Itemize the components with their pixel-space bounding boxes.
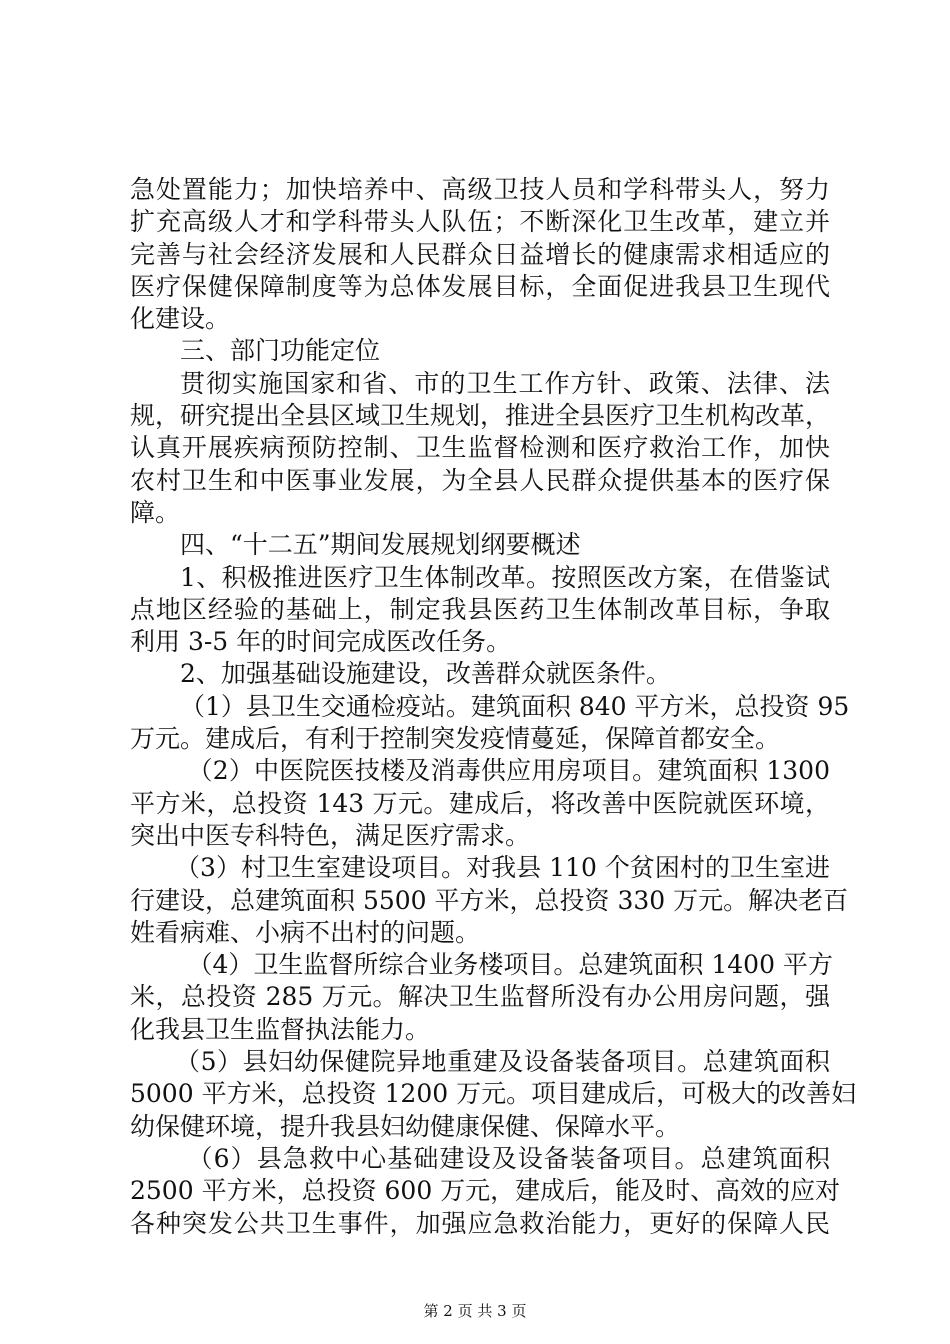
text-line: 突出中医专科特色，满足医疗需求。: [130, 820, 531, 850]
text-line: （4）卫生监督所综合业务楼项目。总建筑面积 1400 平方: [187, 950, 833, 980]
text-line: 2500 平方米，总投资 600 万元，建成后，能及时、高效的应对: [130, 1176, 841, 1206]
text-line: 贯彻实施国家和省、市的卫生工作方针、政策、法律、法: [180, 368, 830, 398]
text-line: 三、部门功能定位: [180, 336, 381, 366]
text-line: （5）县妇幼保健院异地重建及设备装备项目。总建筑面积: [175, 1047, 830, 1077]
text-line: 农村卫生和中医事业发展，为全县人民群众提供基本的医疗保: [130, 465, 830, 495]
text-line: 化我县卫生监督执法能力。: [130, 1014, 431, 1044]
text-line: 行建设，总建筑面积 5500 平方米，总投资 330 万元。解决老百: [130, 885, 849, 915]
text-line: 障。: [130, 497, 181, 527]
text-line: 米，总投资 285 万元。解决卫生监督所没有办公用房问题，强: [130, 982, 830, 1012]
text-line: 利用 3-5 年的时间完成医改任务。: [130, 627, 512, 657]
text-line: 四、“十二五”期间发展规划纲要概述: [180, 530, 581, 560]
text-line: 万元。建成后，有利于控制突发疫情蔓延，保障首都安全。: [130, 724, 781, 754]
text-line: 认真开展疾病预防控制、卫生监督检测和医疗救治工作，加快: [130, 433, 830, 463]
text-line: 规，研究提出全县区域卫生规划，推进全县医疗卫生机构改革，: [130, 401, 831, 431]
page-footer: 第 2 页 共 3 页: [423, 1302, 527, 1320]
text-line: （3）村卫生室建设项目。对我县 110 个贫困村的卫生室进: [175, 853, 830, 883]
body-text: [130, 174, 857, 1240]
text-line: 平方米，总投资 143 万元。建成后，将改善中医院就医环境，: [130, 788, 830, 818]
text-line: （6）县急救中心基础建设及设备装备项目。总建筑面积: [187, 1143, 830, 1173]
text-line: 5000 平方米，总投资 1200 万元。项目建成后，可极大的改善妇: [130, 1079, 857, 1109]
text-line: 姓看病难、小病不出村的问题。: [130, 917, 481, 947]
text-line: 幼保健环境，提升我县妇幼健康保健、保障水平。: [130, 1111, 681, 1141]
text-line: 急处置能力；加快培养中、高级卫技人员和学科带头人，努力: [130, 175, 830, 204]
text-line: 2、加强基础设施建设，改善群众就医条件。: [180, 659, 671, 689]
text-line: 化建设。: [130, 304, 231, 334]
text-line: （2）中医院医技楼及消毒供应用房项目。建筑面积 1300: [187, 756, 830, 786]
text-line: 扩充高级人才和学科带头人队伍；不断深化卫生改革，建立并: [130, 207, 830, 237]
text-line: 医疗保健保障制度等为总体发展目标，全面促进我县卫生现代: [130, 271, 830, 301]
text-line: （1）县卫生交通检疫站。建筑面积 840 平方米，总投资 95: [180, 691, 850, 721]
text-line: 完善与社会经济发展和人民群众日益增长的健康需求相适应的: [130, 239, 830, 269]
text-line: 点地区经验的基础上，制定我县医药卫生体制改革目标，争取: [130, 594, 830, 624]
text-line: 各种突发公共卫生事件，加强应急救治能力，更好的保障人民: [130, 1208, 830, 1238]
text-line: 1、积极推进医疗卫生体制改革。按照医改方案，在借鉴试: [180, 562, 830, 592]
